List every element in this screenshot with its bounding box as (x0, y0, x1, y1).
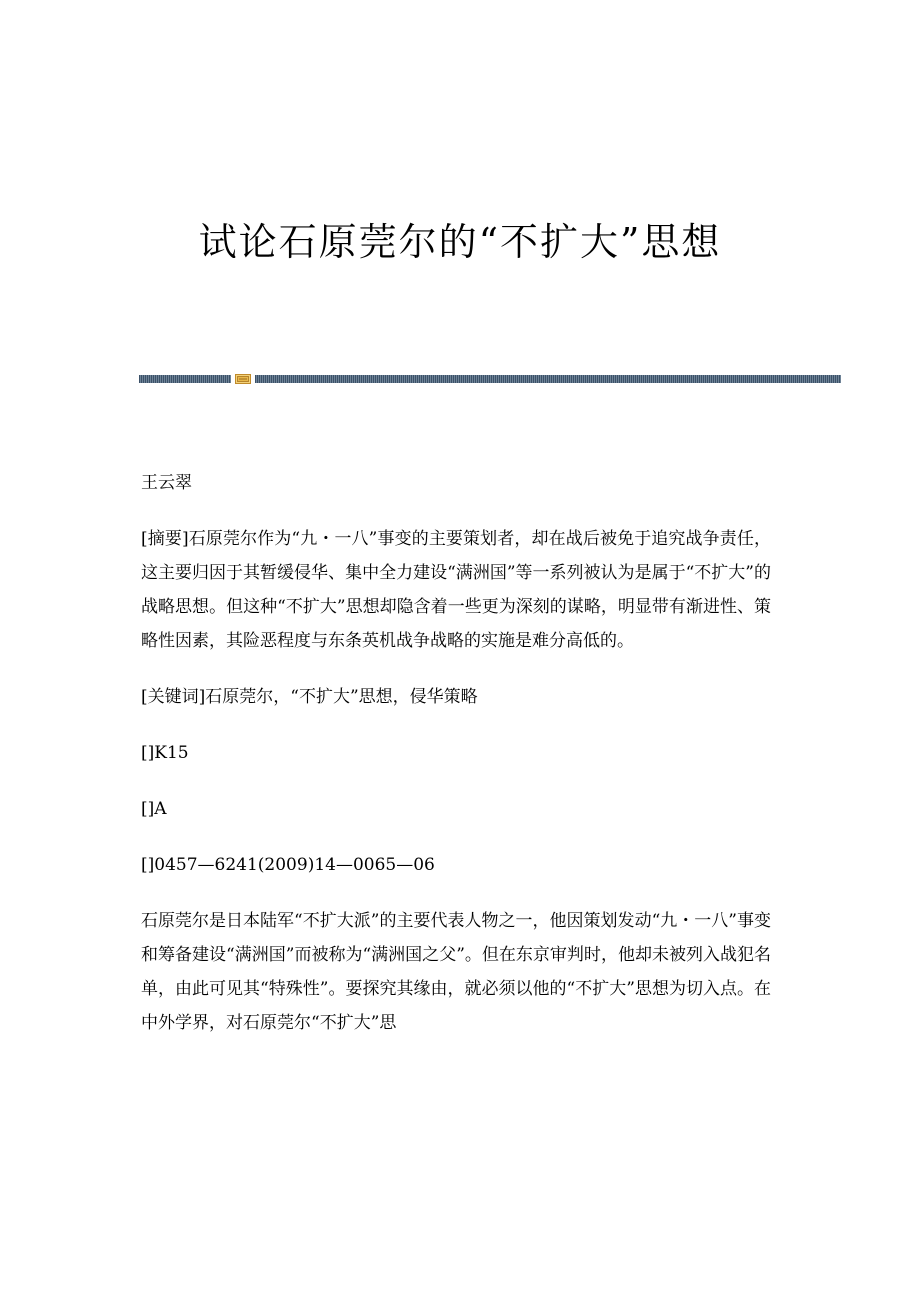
document-title: 试论石原莞尔的“不扩大”思想 (198, 220, 722, 264)
abstract-paragraph: [摘要]石原莞尔作为“九・一八”事变的主要策划者，却在战后被免于追究战争责任，这主要归因于其暂缓侵华、集中全力建设“满洲国”等一系列被认为是属于“不扩大”的战略思想。但这种“不扩大”思想却隐含着一些更为深刻的谋略，明显带有渐进性、策略性因素，其险恶程度与东条英机战争战略的实施是难分高低的。 (141, 529, 771, 651)
body-paragraph: 石原莞尔是日本陆军“不扩大派”的主要代表人物之一，他因策划发动“九・一八”事变和筹备建设“满洲国”而被称为“满洲国之父”。但在东京审判时，他却未被列入战犯名单，由此可见其“特殊性”。要探究其缘由，就必须以他的“不扩大”思想为切入点。在中外学界，对石原莞尔“不扩大”思 (141, 911, 771, 1033)
article-id-line: []0457—6241(2009)14—0065—06 (141, 855, 435, 875)
scroll-ornament-icon (235, 374, 251, 384)
keywords-line: [关键词]石原莞尔，“不扩大”思想，侵华策略 (141, 687, 478, 707)
author-name: 王云翠 (141, 473, 192, 493)
document-body (141, 466, 771, 1040)
document-code-line: []A (141, 799, 167, 819)
divider-bar-right (255, 375, 841, 383)
title-divider (139, 375, 841, 383)
classification-line: []K15 (141, 743, 189, 763)
divider-bar-left (139, 375, 231, 383)
